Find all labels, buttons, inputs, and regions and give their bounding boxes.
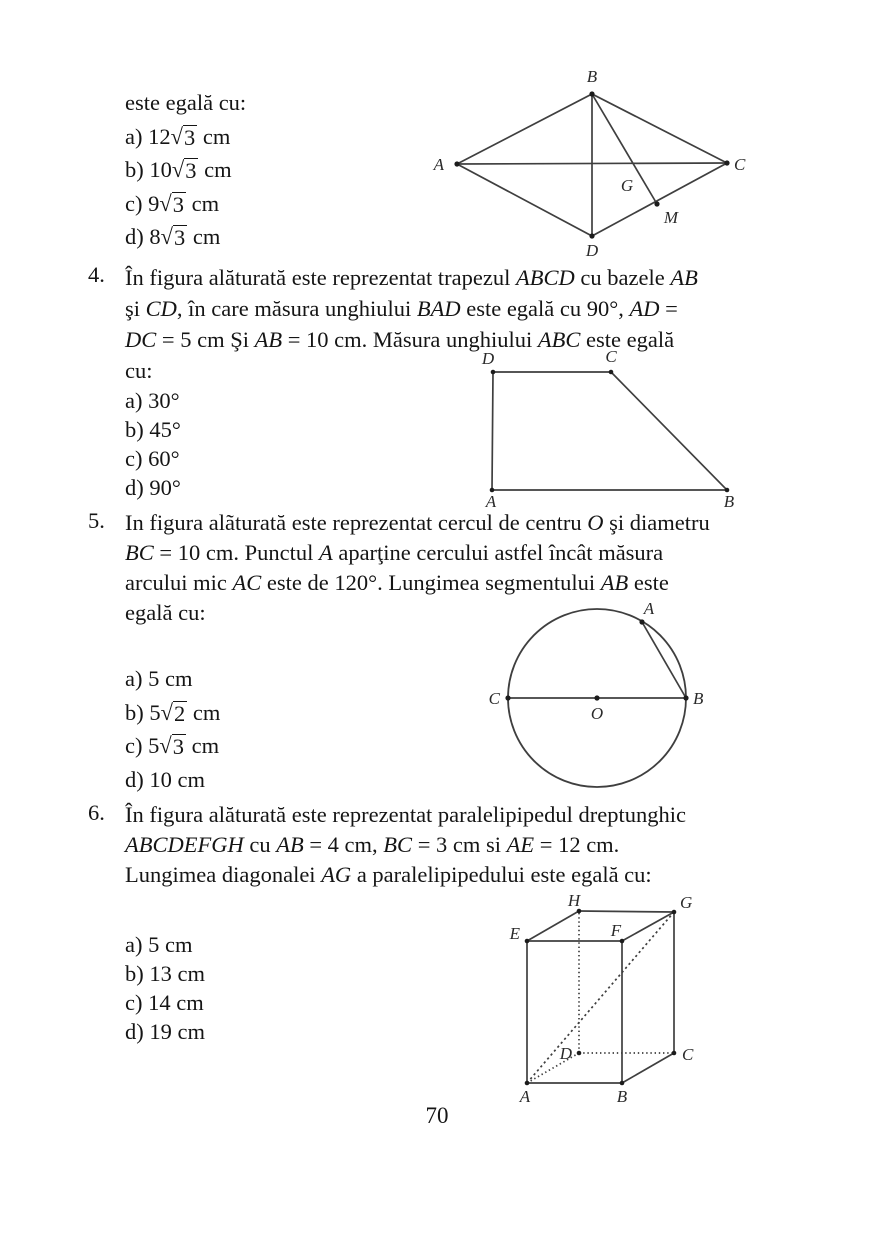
option-b: b) 45° [125,417,181,442]
option-d: d) 90° [125,475,181,500]
text-line: În figura alăturată este reprezentat trapezul ABCD cu bazele AB [125,265,698,290]
text-line: Lungimea diagonalei AG a paralelipipedului este egală cu: [125,862,652,887]
question-3-options [125,120,246,254]
option-d: d) 19 cm [125,1019,205,1044]
point-label-o: O [590,704,604,723]
vertex-label-d: D [585,241,599,260]
vertex-label-d: D [559,1044,572,1063]
problem-5 [88,508,825,796]
text-line: In figura alãturată este reprezentat cercul de centru O şi diametru [125,510,710,535]
option-a: a) 30° [125,388,180,413]
problem-5-options [125,662,825,796]
problem-6-text [125,800,825,890]
figure-rhombus [430,60,760,260]
option-b: b) 5√2 cm [125,699,221,726]
vertex-label-c: C [682,1045,694,1064]
option-c: c) 9√3 cm [125,190,220,217]
vertex-label-b: B [616,1087,628,1106]
text-line: egală cu: [125,600,206,625]
point-label-g: G [620,176,634,195]
problem-6-options [125,930,825,1046]
point-label-m: M [663,208,679,227]
vertex-label-a: A [519,1087,531,1106]
vertex-label-a: A [485,492,497,508]
question-3-intro: este egală cu: [125,90,247,115]
option-c: c) 5√3 cm [125,733,220,759]
option-d: d) 10 cm [125,766,205,792]
option-a: a) 5 cm [125,666,193,691]
option-d: d) 8√3 cm [125,224,221,250]
vertex-label-b: B [723,492,735,508]
vertex-label-c: C [734,155,746,174]
text-line: În figura alăturată este reprezentat paralelipipedul dreptunghic [125,802,686,827]
text-line: ABCDEFGH cu AB = 4 cm, BC = 3 cm si AE = 12 cm. [125,832,620,857]
problem-4-number: 4. [88,262,105,287]
problem-5-text [125,508,825,628]
figure-circle [486,592,710,806]
problem-6-number: 6. [88,800,105,825]
vertex-label-c: C [605,348,617,366]
problem-5-number: 5. [88,508,105,533]
vertex-label-h: H [567,891,581,910]
text-line: cu: [125,358,153,383]
point-label-c: C [488,689,500,708]
figure-parallelepiped [490,890,715,1110]
option-a: a) 5 cm [125,932,193,957]
option-b: b) 10√3 cm [125,157,232,183]
vertex-label-a: A [433,155,444,174]
text-line: DC = 5 cm Şi AB = 10 cm. Măsura unghiului ABC este egală [125,327,675,352]
text-line: arcului mic AC este de 120°. Lungimea segmentului AB este [125,570,669,595]
vertex-label-f: F [610,921,622,940]
vertex-label-g: G [680,893,693,912]
figure-trapezoid [455,348,755,508]
text-line: şi CD, în care măsura unghiului BAD este egală cu 90°, AD = [125,296,678,321]
option-c: c) 14 cm [125,990,204,1015]
point-label-a: A [643,599,655,618]
page-number: 70 [425,1103,449,1128]
option-b: b) 13 cm [125,961,205,986]
vertex-label-b: B [586,67,598,86]
option-a: a) 12√3 cm [125,123,231,150]
text-line: BC = 10 cm. Punctul A aparţine cercului astfel încât măsura [125,540,664,565]
vertex-label-d: D [481,349,495,368]
point-label-b: B [693,689,704,708]
vertex-label-e: E [509,924,520,943]
option-c: c) 60° [125,446,180,471]
question-3-answers [125,86,246,254]
